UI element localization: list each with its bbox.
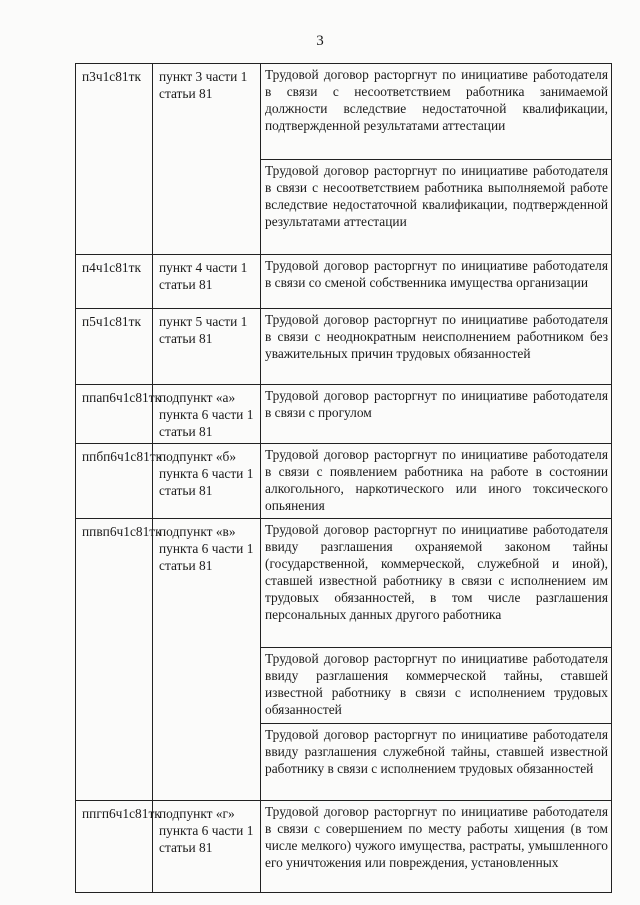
termination-reason-text: Трудовой договор расторгнут по инициативе работодателя в связи с несоответствием работника занимаемой должности вследствие недостаточной квалификации, подтвержденной результатами аттестации xyxy=(261,64,612,160)
table-row xyxy=(76,384,612,443)
table-row xyxy=(76,519,612,648)
termination-reason-text: Трудовой договор расторгнут по инициативе работодателя ввиду разглашения служебной тайны, ставшей известной работнику в связи с исполнением трудовых обязанностей xyxy=(261,723,612,800)
table-row xyxy=(76,444,612,519)
article-reference: пункт 4 части 1 статьи 81 xyxy=(153,254,261,308)
termination-reason-text: Трудовой договор расторгнут по инициативе работодателя в связи с неоднократным неисполнением работником без уважительных причин трудовых обязанностей xyxy=(261,308,612,384)
page-number: 3 xyxy=(316,33,324,49)
table-row xyxy=(76,64,612,160)
article-reference: подпункт «б» пункта 6 части 1 статьи 81 xyxy=(153,444,261,519)
article-code: п3ч1с81тк xyxy=(76,64,153,255)
termination-reason-text: Трудовой договор расторгнут по инициативе работодателя в связи с прогулом xyxy=(261,384,612,443)
article-reference: подпункт «в» пункта 6 части 1 статьи 81 xyxy=(153,519,261,801)
article-code: п5ч1с81тк xyxy=(76,308,153,384)
classification-table xyxy=(75,63,612,893)
termination-reason-text: Трудовой договор расторгнут по инициативе работодателя в связи со сменой собственника имущества организации xyxy=(261,254,612,308)
table-row xyxy=(76,254,612,308)
termination-reason-text: Трудовой договор расторгнут по инициативе работодателя ввиду разглашения коммерческой тайны, ставшей известной работнику в связи с исполнением трудовых обязанностей xyxy=(261,648,612,723)
termination-reason-text xyxy=(261,800,612,892)
article-code: п4ч1с81тк xyxy=(76,254,153,308)
termination-reason-text: Трудовой договор расторгнут по инициативе работодателя в связи с несоответствием работника выполняемой работе вследствие недостаточной квалификации, подтвержденной результатами аттестации xyxy=(261,160,612,254)
article-reference: подпункт «а» пункта 6 части 1 статьи 81 xyxy=(153,384,261,443)
article-code: ппгп6ч1с81тк xyxy=(76,800,153,892)
truncated-reason-text: Трудовой договор расторгнут по инициативе работодателя в связи с совершением по месту работы хищения (в том числе мелкого) чужого имущества, растраты, умышленного его уничтожения или повреждения, установленных xyxy=(265,803,608,870)
article-code: ппап6ч1с81тк xyxy=(76,384,153,443)
article-reference: пункт 3 части 1 статьи 81 xyxy=(153,64,261,255)
termination-reason-text: Трудовой договор расторгнут по инициативе работодателя ввиду разглашения охраняемой законом тайны (государственной, коммерческой, служебной и иной), ставшей известной работнику в связи с исполнением им трудовых обязанностей, в том числе разглашения персональных данных другого работника xyxy=(261,519,612,648)
table-row xyxy=(76,308,612,384)
article-reference: подпункт «г» пункта 6 части 1 статьи 81 xyxy=(153,800,261,892)
article-reference: пункт 5 части 1 статьи 81 xyxy=(153,308,261,384)
article-code: ппбп6ч1с81тк xyxy=(76,444,153,519)
table-row xyxy=(76,800,612,892)
termination-reason-text: Трудовой договор расторгнут по инициативе работодателя в связи с появлением работника на работе в состоянии алкогольного, наркотического или иного токсического опьянения xyxy=(261,444,612,519)
article-code: ппвп6ч1с81тк xyxy=(76,519,153,801)
